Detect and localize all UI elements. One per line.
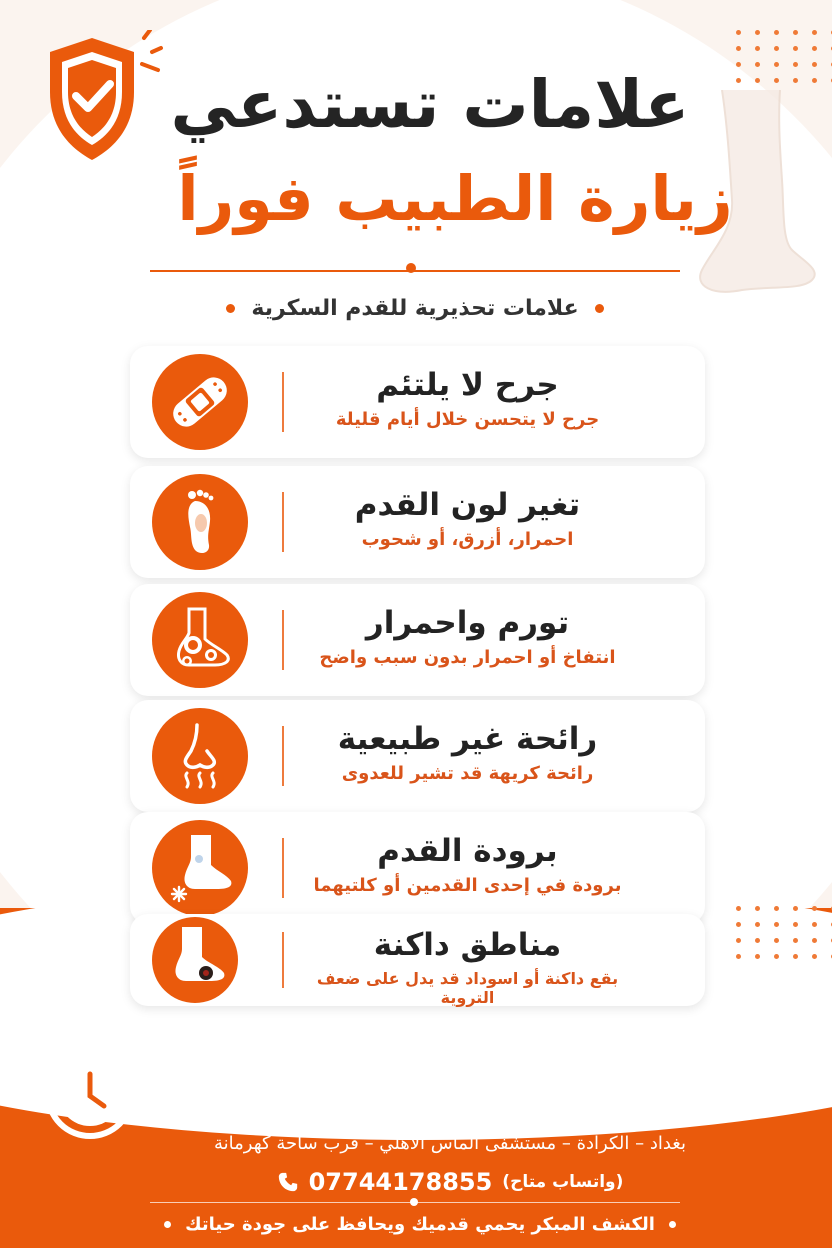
clock-icon (40, 1036, 150, 1146)
bullet-dot (669, 1221, 676, 1228)
card-description: جرح لا يتحسن خلال أيام قليلة (335, 408, 600, 430)
card-separator (282, 372, 284, 432)
card-title: تورم واحمرار (365, 605, 570, 641)
page-title-line2: زيارة الطبيب فوراً (177, 162, 733, 235)
phone-number[interactable]: 07744178855 (308, 1168, 493, 1196)
card-separator (282, 610, 284, 670)
doctor-name: د. مصطفى الملا إبراهيم (270, 1056, 630, 1091)
contact-line (250, 1168, 650, 1196)
card-title: رائحة غير طبيعية (337, 721, 598, 757)
card-separator (282, 492, 284, 552)
card-separator (282, 838, 284, 898)
subtitle-text: علامات تحذيرية للقدم السكرية (251, 296, 579, 321)
clinic-address: بغداد – الكرادة – مستشفى الماس الأهلي – قرب ساحة كهرمانة (214, 1133, 686, 1154)
dots-decoration-bottom (736, 906, 832, 959)
card-description: انتفاخ أو احمرار بدون سبب واضح (319, 646, 616, 668)
bullet-dot (164, 1221, 171, 1228)
slogan (150, 1214, 690, 1235)
swollen-foot-icon (152, 592, 248, 688)
warning-card-wound (130, 346, 705, 458)
card-separator (282, 726, 284, 786)
warning-card-odor (130, 700, 705, 812)
nose-smell-icon (152, 708, 248, 804)
warning-card-cold (130, 812, 705, 924)
whatsapp-note: (واتساب متاح) (502, 1172, 624, 1192)
bullet-dot (595, 304, 604, 313)
card-title: تغير لون القدم (354, 487, 581, 523)
subtitle (190, 296, 640, 321)
dots-decoration-top (736, 30, 832, 83)
warning-card-swelling (130, 584, 705, 696)
slogan-text: الكشف المبكر يحمي قدميك ويحافظ على جودة حياتك (185, 1214, 655, 1235)
foot-sole-icon (152, 474, 248, 570)
card-description: احمرار، أزرق، أو شحوب (361, 528, 574, 550)
warning-card-dark-spots (130, 914, 705, 1006)
card-description: برودة في إحدى القدمين أو كلتيهما (313, 874, 622, 896)
bandage-icon (152, 354, 248, 450)
card-separator (282, 932, 284, 988)
card-description: رائحة كريهة قد تشير للعدوى (341, 762, 594, 784)
page-title-line1: علامات تستدعي (170, 66, 690, 143)
title-divider-dot (406, 263, 416, 273)
doctor-specialty: أخصائي جراحة القلب والصدر والأوعية الدموية (224, 1099, 675, 1123)
card-title: جرح لا يلتئم (376, 367, 559, 403)
card-title: برودة القدم (377, 833, 558, 869)
bullet-dot (226, 304, 235, 313)
card-title: مناطق داكنة (373, 927, 562, 963)
card-description: بقع داكنة أو اسوداد قد يدل على ضعف التروية (316, 968, 619, 1007)
footer-divider-dot (410, 1198, 418, 1206)
phone-icon (277, 1171, 299, 1193)
cold-foot-icon (152, 820, 248, 916)
dark-spot-foot-icon (152, 917, 238, 1003)
warning-card-color (130, 466, 705, 578)
